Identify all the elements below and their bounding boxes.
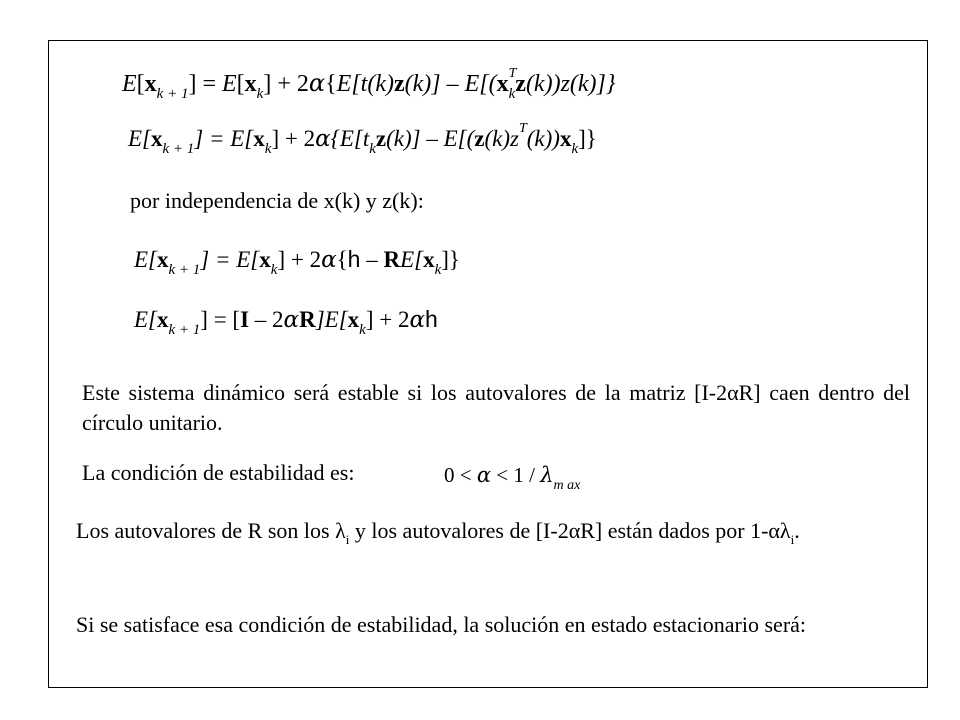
steady-state-paragraph: Si se satisface esa condición de estabilidad, la solución en estado estacionario será:	[76, 612, 807, 637]
eigen-part2: y los autovalores de [I-2αR] están dados por 1-αλ	[349, 518, 791, 543]
eq4-sub2: k	[359, 322, 366, 338]
eq1-plus: + 2	[277, 71, 309, 97]
eq3-plus: ] + 2	[277, 247, 322, 272]
eq4-x: x	[157, 307, 169, 332]
eq2-start: E[	[128, 126, 151, 151]
eq1-bracket2: [	[236, 71, 245, 97]
eq4-alpha: α	[283, 307, 300, 333]
cond-max: m ax	[553, 478, 581, 493]
eq4-mid: ] = [	[200, 307, 241, 332]
eq2-sub: k + 1	[162, 141, 195, 157]
eq1-end: (k))z(k)]}	[525, 71, 616, 97]
eq1-x: x	[144, 71, 157, 97]
eq3-r: R	[383, 247, 401, 272]
eigen-part1: Los autovalores de R son los λ	[76, 518, 346, 543]
eq3-minus: –	[360, 247, 384, 272]
eq1-brace: {	[325, 71, 337, 97]
eq1-e2: E	[222, 71, 237, 97]
eq4-alpha2: α	[409, 307, 426, 333]
eq1-rbracket: ]	[188, 71, 197, 97]
eq2-alpha: α	[315, 126, 331, 152]
eq4-i: I	[240, 307, 250, 332]
condition-label: La condición de estabilidad es:	[82, 460, 355, 485]
eq3-sub2: k	[270, 262, 278, 278]
eq1-e: E	[122, 71, 137, 97]
eq3-x2: x	[259, 247, 271, 272]
eq2-sup-t: T	[518, 121, 527, 136]
eq4-r: R	[299, 307, 316, 332]
eq3-sub: k + 1	[168, 262, 201, 278]
eq2-x2: x	[253, 126, 265, 151]
eq4-rb: ]E[	[315, 307, 348, 332]
eq2-end1: (k))	[526, 126, 560, 151]
eq3-brace: {	[336, 247, 348, 272]
equation-4	[134, 304, 438, 338]
condition-equation	[444, 460, 580, 494]
eq2-end2: ]}	[578, 126, 597, 151]
eq1-sub: k + 1	[156, 86, 189, 102]
eigen-paragraph	[76, 516, 916, 549]
eq2-sub2: k	[264, 141, 272, 157]
eq1-z2: z	[515, 71, 526, 97]
eigen-sub2: i	[790, 532, 795, 547]
cond-rhs: < 1 /	[491, 463, 541, 487]
eq4-h: h	[425, 306, 438, 332]
eq3-x3: x	[423, 247, 435, 272]
eq2-part: {E[t	[330, 126, 370, 151]
equation-2	[128, 121, 597, 158]
eq1-sup-t: T	[508, 66, 517, 81]
eq4-x2: x	[347, 307, 360, 332]
eq2-plus: ] + 2	[271, 126, 316, 151]
eq1-rbracket2: ]	[263, 71, 272, 97]
eq3-x: x	[157, 247, 169, 272]
eq4-plus: ] + 2	[365, 307, 410, 332]
eq4-sub: k + 1	[168, 322, 201, 338]
eq2-mid: ] = E[	[194, 126, 254, 151]
eq4-start: E[	[134, 307, 157, 332]
cond-alpha: α	[476, 463, 492, 487]
eq1-xt: x	[496, 71, 509, 97]
eq3-h: h	[347, 246, 361, 272]
eq1-minus: ] – E[(	[431, 71, 497, 97]
eq1-t: [t(k)	[351, 71, 394, 97]
stability-paragraph: Este sistema dinámico será estable si los autovalores de la matriz [I-2αR] caen dentro del círculo unitario.	[82, 380, 910, 435]
cond-lambda: λ	[540, 463, 554, 487]
equation-1	[122, 68, 615, 103]
eq1-equals: =	[202, 71, 216, 97]
cond-lhs: 0 <	[444, 463, 477, 487]
eq2-zkt: (k)z	[484, 126, 519, 151]
eq1-alpha: α	[308, 69, 326, 97]
eq3-start: E[	[134, 247, 157, 272]
eq3-sub3: k	[434, 262, 442, 278]
eq3-e: E[	[400, 247, 424, 272]
eq4-minus: – 2	[249, 307, 284, 332]
eq2-tk: k	[369, 141, 376, 157]
eq2-x: x	[151, 126, 163, 151]
eq2-z2: z	[474, 126, 485, 151]
eq1-z: z	[393, 71, 405, 97]
eq2-z: z	[375, 126, 387, 151]
equation-3	[134, 244, 460, 278]
eq1-x2: x	[244, 71, 257, 97]
independence-text: por independencia de x(k) y z(k):	[130, 188, 424, 213]
eq1-e3: E	[336, 71, 352, 97]
eq3-end: ]}	[441, 247, 460, 272]
eq1-sub2: k	[256, 86, 264, 102]
eq2-x3: x	[559, 126, 572, 151]
eigen-sub1: i	[345, 532, 350, 547]
eq1-bracket: [	[136, 71, 145, 97]
eq1-sub3: k	[508, 86, 516, 102]
eq3-mid: ] = E[	[200, 247, 260, 272]
eigen-end: .	[794, 518, 800, 543]
eq3-alpha: α	[321, 247, 337, 273]
eq1-zk: (k)	[404, 71, 432, 97]
eq2-zk: (k)] – E[(	[386, 126, 475, 151]
eq2-sub3: k	[571, 141, 579, 157]
